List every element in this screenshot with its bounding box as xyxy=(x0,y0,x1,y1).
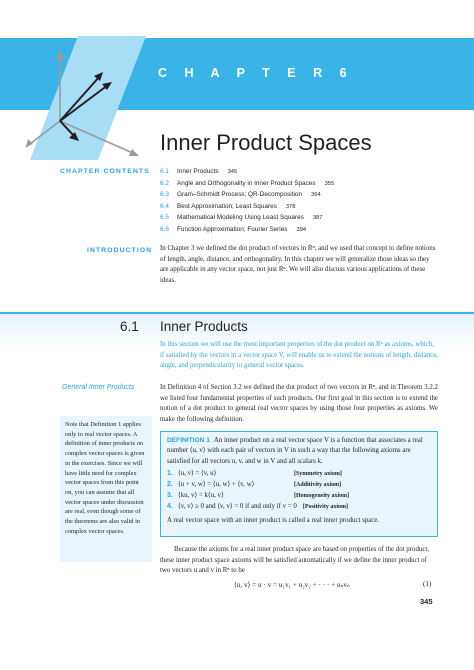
axiom-formula: ⟨ku, v⟩ = k⟨u, v⟩ xyxy=(178,492,224,500)
chapter-label: C H A P T E R 6 xyxy=(158,66,354,80)
toc-number: 6.5 xyxy=(160,214,169,222)
table-of-contents xyxy=(160,166,334,236)
toc-item[interactable] xyxy=(160,201,334,213)
axiom-number: 3. xyxy=(167,492,173,500)
toc-number: 6.4 xyxy=(160,202,169,210)
toc-title: Mathematical Modeling Using Least Squares xyxy=(177,214,304,222)
toc-page: 364 xyxy=(311,192,321,199)
toc-title: Angle and Orthogonality in Inner Product Spaces xyxy=(177,179,316,187)
margin-heading: General Inner Products xyxy=(62,384,135,391)
section-intro-text: In this section we will use the most important properties of the dot product on Rⁿ as axioms, which, if satisfied by the vectors in a vector space V, will enable us to extend the notions of length, distance, angle, and perpendicularity to general vector spaces. xyxy=(160,341,438,370)
axiom-list xyxy=(167,468,431,512)
axiom-item xyxy=(167,468,431,479)
toc-item[interactable] xyxy=(160,212,334,224)
toc-title: Gram–Schmidt Process; QR-Decomposition xyxy=(177,191,303,199)
toc-page: 355 xyxy=(324,180,335,187)
axiom-number: 1. xyxy=(167,470,173,478)
chapter-title: Inner Product Spaces xyxy=(160,130,372,155)
equation-number: (1) xyxy=(423,580,432,588)
section-title: Inner Products xyxy=(160,319,248,334)
axiom-formula: ⟨u, v⟩ = ⟨v, u⟩ xyxy=(178,470,217,478)
toc-number: 6.3 xyxy=(160,191,169,199)
axiom-name: [Homogeneity axiom] xyxy=(294,493,350,500)
axiom-name: [Symmetry axiom] xyxy=(294,471,342,478)
chapter-contents-heading: CHAPTER CONTENTS xyxy=(60,168,150,175)
page-number: 345 xyxy=(420,597,433,606)
axiom-formula: ⟨v, v⟩ ≥ 0 and ⟨v, v⟩ = 0 if and only if v = 0 xyxy=(178,503,297,511)
toc-number: 6.6 xyxy=(160,225,169,233)
body-paragraph-2: Because the axioms for a real inner product space are based on properties of the dot product, these inner product space axioms will be satisfied automatically if we define the inner product of two vectors u and v in Rⁿ to be xyxy=(160,546,430,575)
toc-item[interactable] xyxy=(160,166,334,178)
toc-item[interactable] xyxy=(160,224,334,236)
toc-page: 394 xyxy=(296,226,307,233)
axiom-number: 4. xyxy=(167,503,173,511)
axiom-item xyxy=(167,490,431,501)
equation: ⟨u, v⟩ = u · v = u₁v₁ + u₂v₂ + · · · + uₙvₙ xyxy=(234,581,350,589)
axiom-item xyxy=(167,501,431,512)
section-rule xyxy=(0,312,474,314)
toc-title: Function Approximation; Fourier Series xyxy=(177,225,288,233)
definition-text: An inner product on a real vector space V is a function that associates a real number ⟨u, v⟩ with each pair of vectors in V in such a way that the following axioms are satisfied for all vectors u, v, and w in V and all scalars k. xyxy=(167,437,423,465)
toc-page: 378 xyxy=(285,203,296,210)
introduction-heading: INTRODUCTION xyxy=(87,247,153,254)
toc-number: 6.2 xyxy=(160,179,169,187)
definition-footer: A real vector space with an inner product is called a real inner product space. xyxy=(167,517,380,525)
margin-note: Note that Definition 1 applies only to real vector spaces. A definition of inner products on complex vector spaces is given in the exercises. Since we will have little need for complex vector spaces from this point on, you can assume that all vector spaces under discussion are real, even though some of the theorems are also valid in complex vector spaces. xyxy=(60,416,152,562)
toc-page: 345 xyxy=(227,169,238,175)
toc-title: Best Approximation; Least Squares xyxy=(177,202,277,210)
toc-item[interactable] xyxy=(160,178,334,190)
body-paragraph: In Definition 4 of Section 3.2 we defined the dot product of two vectors in Rⁿ, and in Theorem 3.2.2 we listed four fundamental properties of such products. Our first goal in this section is to extend the notion of a dot product to general real vector spaces by using those four properties as axioms. We make the following definition. xyxy=(160,384,438,423)
section-number: 6.1 xyxy=(120,319,139,334)
axiom-name: [Additivity axiom] xyxy=(294,482,342,489)
definition-label: DEFINITION 1 xyxy=(167,437,210,444)
axiom-item xyxy=(167,479,431,490)
toc-item[interactable] xyxy=(160,189,334,201)
definition-box xyxy=(160,431,438,537)
axiom-name: [Positivity axiom] xyxy=(302,504,348,511)
axiom-number: 2. xyxy=(167,481,173,489)
definition-lead xyxy=(167,436,431,467)
introduction-text: In Chapter 3 we defined the dot product of vectors in Rⁿ, and we used that concept to define notions of length, angle, distance, and orthogonality. In this chapter we will generalize those ideas so they are applicable in any vector space, not just Rⁿ. We will also discuss various applications of these ideas. xyxy=(160,245,436,284)
toc-number: 6.1 xyxy=(160,168,169,175)
axiom-formula: ⟨u + v, w⟩ = ⟨u, w⟩ + ⟨v, w⟩ xyxy=(178,481,255,489)
toc-page: 387 xyxy=(312,215,323,222)
toc-title: Inner Products xyxy=(177,168,219,175)
vector-illustration xyxy=(18,36,146,160)
